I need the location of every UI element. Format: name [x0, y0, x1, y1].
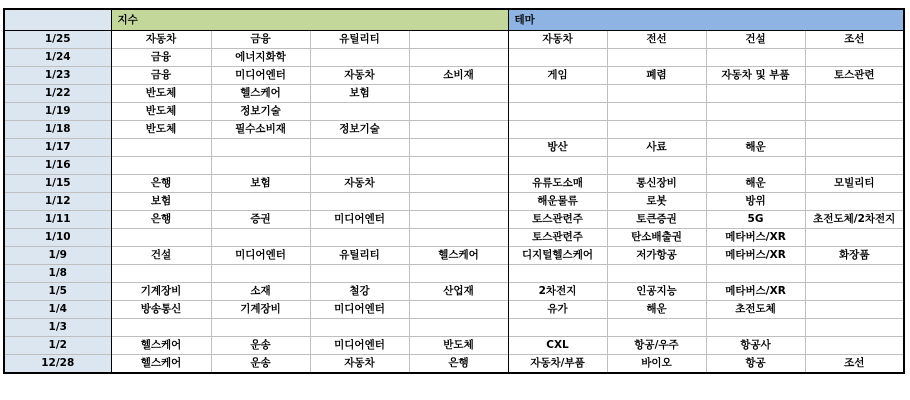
index-sector-cell[interactable]: 헬스케어: [111, 337, 211, 355]
theme-cell[interactable]: 게임: [508, 67, 607, 85]
theme-cell[interactable]: 5G: [706, 211, 805, 229]
index-sector-cell[interactable]: 은행: [111, 175, 211, 193]
theme-cell[interactable]: [805, 265, 904, 283]
theme-cell[interactable]: 방산: [508, 139, 607, 157]
index-sector-cell[interactable]: [211, 319, 310, 337]
theme-cell[interactable]: [508, 319, 607, 337]
theme-cell[interactable]: 토스관련주: [508, 211, 607, 229]
theme-cell[interactable]: 초전도체/2차전지: [805, 211, 904, 229]
index-sector-cell[interactable]: [111, 265, 211, 283]
table-row: [4, 319, 904, 337]
index-sector-cell[interactable]: 방송통신: [111, 301, 211, 319]
index-sector-cell[interactable]: [211, 193, 310, 211]
theme-cell[interactable]: CXL: [508, 337, 607, 355]
index-sector-cell[interactable]: [409, 121, 508, 139]
theme-cell[interactable]: [805, 229, 904, 247]
theme-cell[interactable]: 자동차: [508, 31, 607, 49]
theme-cell[interactable]: [508, 49, 607, 67]
index-sector-cell[interactable]: 에너지화학: [211, 49, 310, 67]
theme-cell[interactable]: [706, 265, 805, 283]
index-sector-cell[interactable]: 기계장비: [111, 283, 211, 301]
index-sector-cell[interactable]: 소재: [211, 283, 310, 301]
index-sector-cell[interactable]: [310, 319, 409, 337]
theme-cell[interactable]: 토스관련주: [508, 229, 607, 247]
index-sector-cell[interactable]: 정보기술: [310, 121, 409, 139]
theme-cell[interactable]: 항공: [706, 355, 805, 374]
theme-cell[interactable]: 초전도체: [706, 301, 805, 319]
index-sector-cell[interactable]: [310, 139, 409, 157]
theme-cell[interactable]: 해운: [706, 175, 805, 193]
theme-cell[interactable]: [805, 301, 904, 319]
date-cell[interactable]: 1/4: [4, 301, 111, 319]
theme-cell[interactable]: [508, 121, 607, 139]
theme-cell[interactable]: 2차전지: [508, 283, 607, 301]
index-sector-cell[interactable]: 철강: [310, 283, 409, 301]
date-cell[interactable]: 1/3: [4, 319, 111, 337]
theme-cell[interactable]: [706, 103, 805, 121]
table-row: [4, 85, 904, 103]
index-sector-cell[interactable]: [409, 175, 508, 193]
index-sector-cell[interactable]: 필수소비재: [211, 121, 310, 139]
index-sector-cell[interactable]: [111, 229, 211, 247]
theme-cell[interactable]: 전선: [607, 31, 706, 49]
index-sector-cell[interactable]: 헬스케어: [211, 85, 310, 103]
table-row: [4, 193, 904, 211]
index-sector-cell[interactable]: 소비재: [409, 67, 508, 85]
theme-cell[interactable]: 자동차 및 부품: [706, 67, 805, 85]
theme-header[interactable]: 테마: [508, 9, 904, 31]
index-sector-cell[interactable]: 정보기술: [211, 103, 310, 121]
theme-cell[interactable]: 유류도소매: [508, 175, 607, 193]
table-row: [4, 283, 904, 301]
theme-cell[interactable]: [607, 85, 706, 103]
index-sector-cell[interactable]: 보험: [310, 85, 409, 103]
index-sector-cell[interactable]: 운송: [211, 355, 310, 374]
theme-cell[interactable]: [706, 157, 805, 175]
index-sector-cell[interactable]: 산업재: [409, 283, 508, 301]
theme-cell[interactable]: [607, 121, 706, 139]
table-row: [4, 301, 904, 319]
table-row: [4, 175, 904, 193]
theme-cell[interactable]: [607, 157, 706, 175]
index-sector-cell[interactable]: 자동차: [111, 31, 211, 49]
theme-cell[interactable]: [508, 265, 607, 283]
theme-cell[interactable]: 메타버스/XR: [706, 283, 805, 301]
sector-theme-table: [3, 8, 905, 374]
index-sector-cell[interactable]: 헬스케어: [111, 355, 211, 374]
index-sector-cell[interactable]: 반도체: [409, 337, 508, 355]
theme-cell[interactable]: 메타버스/XR: [706, 247, 805, 265]
date-cell[interactable]: 1/18: [4, 121, 111, 139]
index-sector-cell[interactable]: [409, 139, 508, 157]
theme-cell[interactable]: [805, 337, 904, 355]
theme-cell[interactable]: 토큰증권: [607, 211, 706, 229]
theme-cell[interactable]: [706, 49, 805, 67]
date-cell[interactable]: 1/17: [4, 139, 111, 157]
index-sector-cell[interactable]: [310, 157, 409, 175]
theme-cell[interactable]: 자동차/부품: [508, 355, 607, 374]
date-cell[interactable]: 1/8: [4, 265, 111, 283]
table-row: [4, 139, 904, 157]
theme-cell[interactable]: 로봇: [607, 193, 706, 211]
index-sector-cell[interactable]: [409, 31, 508, 49]
theme-cell[interactable]: [607, 103, 706, 121]
theme-cell[interactable]: [805, 283, 904, 301]
theme-cell[interactable]: [607, 49, 706, 67]
index-sector-cell[interactable]: [111, 319, 211, 337]
index-sector-cell[interactable]: 은행: [111, 211, 211, 229]
theme-cell[interactable]: [805, 103, 904, 121]
theme-cell[interactable]: 탄소배출권: [607, 229, 706, 247]
date-cell[interactable]: 1/16: [4, 157, 111, 175]
index-sector-cell[interactable]: 미디어엔터: [310, 211, 409, 229]
theme-cell[interactable]: 디지털헬스케어: [508, 247, 607, 265]
index-sector-cell[interactable]: [111, 139, 211, 157]
index-sector-cell[interactable]: 유틸리티: [310, 247, 409, 265]
index-sector-cell[interactable]: 미디어엔터: [211, 247, 310, 265]
date-cell[interactable]: 1/22: [4, 85, 111, 103]
index-sector-cell[interactable]: [409, 157, 508, 175]
theme-cell[interactable]: [805, 319, 904, 337]
table-row: [4, 355, 904, 374]
index-sector-cell[interactable]: [211, 265, 310, 283]
index-sector-cell[interactable]: [409, 49, 508, 67]
theme-cell[interactable]: 토스관련: [805, 67, 904, 85]
index-header[interactable]: 지수: [111, 9, 508, 31]
theme-cell[interactable]: 해운: [607, 301, 706, 319]
index-sector-cell[interactable]: 반도체: [111, 85, 211, 103]
date-cell[interactable]: 1/15: [4, 175, 111, 193]
date-cell[interactable]: 1/5: [4, 283, 111, 301]
index-sector-cell[interactable]: 미디어엔터: [211, 67, 310, 85]
theme-cell[interactable]: 조선: [805, 355, 904, 374]
index-sector-cell[interactable]: [211, 157, 310, 175]
date-cell[interactable]: 1/12: [4, 193, 111, 211]
theme-cell[interactable]: 사료: [607, 139, 706, 157]
index-sector-cell[interactable]: [211, 139, 310, 157]
date-cell[interactable]: 1/24: [4, 49, 111, 67]
index-sector-cell[interactable]: [111, 157, 211, 175]
theme-cell[interactable]: [706, 121, 805, 139]
table-row: [4, 157, 904, 175]
theme-cell[interactable]: [508, 103, 607, 121]
index-sector-cell[interactable]: 자동차: [310, 175, 409, 193]
date-cell[interactable]: 1/10: [4, 229, 111, 247]
index-sector-cell[interactable]: 미디어엔터: [310, 301, 409, 319]
table-row: [4, 31, 904, 49]
date-cell[interactable]: 1/2: [4, 337, 111, 355]
theme-cell[interactable]: [805, 121, 904, 139]
index-sector-cell[interactable]: [409, 211, 508, 229]
theme-cell[interactable]: [508, 157, 607, 175]
index-sector-cell[interactable]: 금융: [211, 31, 310, 49]
index-sector-cell[interactable]: [310, 193, 409, 211]
theme-cell[interactable]: 조선: [805, 31, 904, 49]
index-sector-cell[interactable]: 증권: [211, 211, 310, 229]
theme-cell[interactable]: [508, 85, 607, 103]
table-row: [4, 67, 904, 85]
theme-cell[interactable]: 메타버스/XR: [706, 229, 805, 247]
theme-cell[interactable]: 저가항공: [607, 247, 706, 265]
date-cell[interactable]: 1/9: [4, 247, 111, 265]
date-cell[interactable]: 1/25: [4, 31, 111, 49]
theme-cell[interactable]: 해운: [706, 139, 805, 157]
index-sector-cell[interactable]: 자동차: [310, 67, 409, 85]
index-sector-cell[interactable]: 보험: [211, 175, 310, 193]
date-cell[interactable]: 1/23: [4, 67, 111, 85]
theme-cell[interactable]: 인공지능: [607, 283, 706, 301]
index-sector-cell[interactable]: [310, 49, 409, 67]
table-row: [4, 211, 904, 229]
index-sector-cell[interactable]: 건설: [111, 247, 211, 265]
date-cell[interactable]: 1/11: [4, 211, 111, 229]
index-sector-cell[interactable]: [310, 265, 409, 283]
table-row: [4, 49, 904, 67]
index-sector-cell[interactable]: 보험: [111, 193, 211, 211]
index-sector-cell[interactable]: [310, 229, 409, 247]
date-cell[interactable]: 1/19: [4, 103, 111, 121]
index-sector-cell[interactable]: 운송: [211, 337, 310, 355]
theme-cell[interactable]: 바이오: [607, 355, 706, 374]
index-sector-cell[interactable]: 헬스케어: [409, 247, 508, 265]
table-row: [4, 247, 904, 265]
theme-cell[interactable]: 화장품: [805, 247, 904, 265]
corner-cell: [4, 9, 111, 31]
theme-cell[interactable]: [607, 319, 706, 337]
theme-cell[interactable]: 통신장비: [607, 175, 706, 193]
theme-cell[interactable]: [805, 85, 904, 103]
theme-cell[interactable]: 항공/우주: [607, 337, 706, 355]
index-sector-cell[interactable]: 반도체: [111, 121, 211, 139]
table-row: [4, 229, 904, 247]
index-sector-cell[interactable]: [409, 265, 508, 283]
index-sector-cell[interactable]: [409, 193, 508, 211]
index-sector-cell[interactable]: [409, 319, 508, 337]
theme-cell[interactable]: [805, 139, 904, 157]
table-row: [4, 265, 904, 283]
theme-cell[interactable]: 항공사: [706, 337, 805, 355]
index-sector-cell[interactable]: 금융: [111, 67, 211, 85]
index-sector-cell[interactable]: [409, 229, 508, 247]
theme-cell[interactable]: [805, 193, 904, 211]
table-row: [4, 337, 904, 355]
theme-cell[interactable]: 유가: [508, 301, 607, 319]
table-row: [4, 103, 904, 121]
index-sector-cell[interactable]: 금융: [111, 49, 211, 67]
theme-cell[interactable]: 방위: [706, 193, 805, 211]
theme-cell[interactable]: [706, 85, 805, 103]
theme-cell[interactable]: [706, 319, 805, 337]
theme-cell[interactable]: 폐렴: [607, 67, 706, 85]
index-sector-cell[interactable]: 기계장비: [211, 301, 310, 319]
theme-cell[interactable]: 해운물류: [508, 193, 607, 211]
theme-cell[interactable]: [805, 49, 904, 67]
index-sector-cell[interactable]: [211, 229, 310, 247]
theme-cell[interactable]: [607, 265, 706, 283]
table-row: [4, 121, 904, 139]
index-sector-cell[interactable]: [409, 301, 508, 319]
index-sector-cell[interactable]: [409, 103, 508, 121]
theme-cell[interactable]: 건설: [706, 31, 805, 49]
index-sector-cell[interactable]: 은행: [409, 355, 508, 374]
index-sector-cell[interactable]: [310, 103, 409, 121]
theme-cell[interactable]: 모빌리티: [805, 175, 904, 193]
theme-cell[interactable]: [805, 157, 904, 175]
index-sector-cell[interactable]: 미디어엔터: [310, 337, 409, 355]
index-sector-cell[interactable]: 유틸리티: [310, 31, 409, 49]
index-sector-cell[interactable]: [409, 85, 508, 103]
date-cell[interactable]: 12/28: [4, 355, 111, 374]
index-sector-cell[interactable]: 반도체: [111, 103, 211, 121]
index-sector-cell[interactable]: 자동차: [310, 355, 409, 374]
header-row: [4, 9, 904, 31]
